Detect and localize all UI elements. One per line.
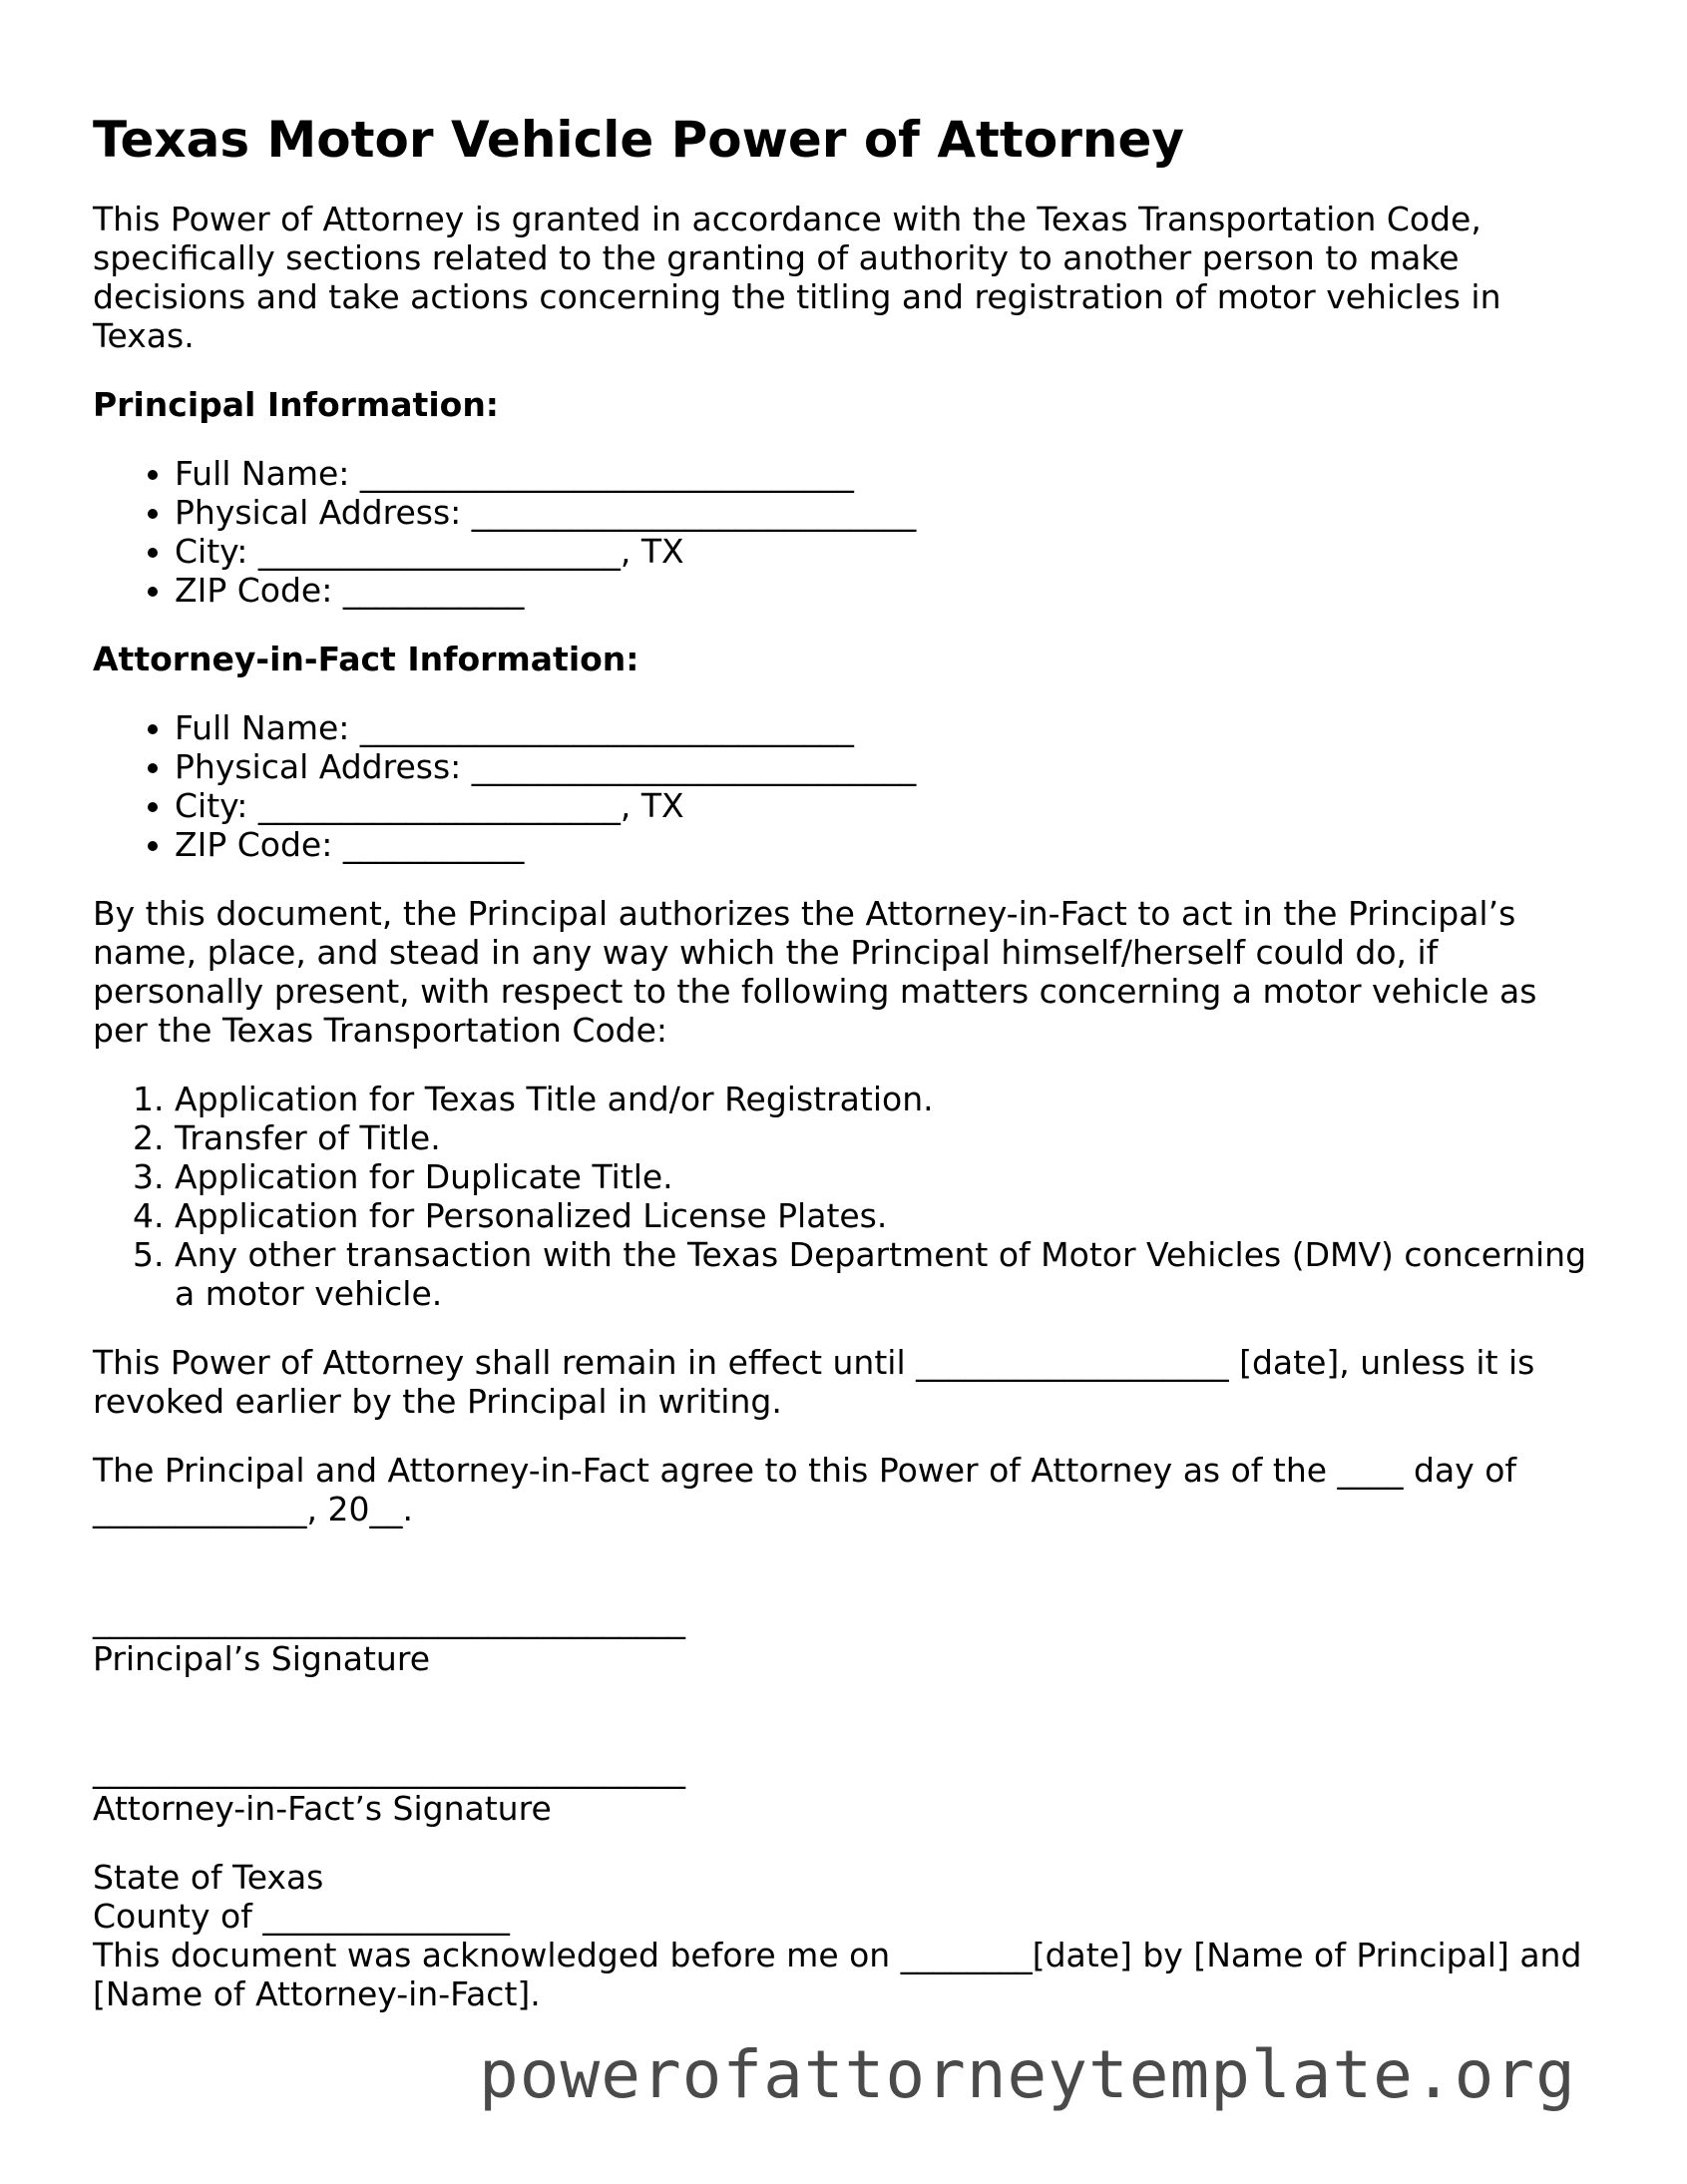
attorney-fields-list [93, 708, 1599, 864]
notary-acknowledgment: This document was acknowledged before me on ________[date] by [Name of Principal] and [Name of Attorney-in-Fact]. [93, 1936, 1582, 2013]
attorney-city-field: • City: ______________________, TX [175, 786, 1599, 825]
attorney-address-field: • Physical Address: ___________________________ [175, 747, 1599, 786]
document-page [93, 110, 1599, 2013]
site-watermark: powerofattorneytemplate.org [479, 2036, 1576, 2113]
attorney-heading: Attorney-in-Fact Information: [93, 640, 639, 678]
principal-signature-label: Principal’s Signature [93, 1639, 430, 1678]
intro-paragraph: This Power of Attorney is granted in accordance with the Texas Transportation Code, specifically sections related to the granting of authority to another person to make decisions and take actions concerning the titling and registration of motor vehicles in Texas. [93, 200, 1501, 355]
notary-county: County of _______________ [93, 1897, 510, 1936]
matter-item: 5. Any other transaction with the Texas Department of Motor Vehicles (DMV) concerning a motor vehicle. [175, 1235, 1599, 1313]
attorney-full-name-field: • Full Name: ______________________________ [175, 708, 1599, 747]
duration-paragraph: This Power of Attorney shall remain in effect until ___________________ [date], unless it is revoked earlier by the Principal in writing. [93, 1343, 1535, 1421]
attorney-signature-line: ____________________________________ [93, 1750, 685, 1789]
attorney-signature-label: Attorney-in-Fact’s Signature [93, 1789, 552, 1828]
principal-signature-line: ____________________________________ [93, 1600, 685, 1639]
signature-spacer [93, 1558, 1599, 1600]
principal-fields-list [93, 454, 1599, 610]
principal-full-name-field: • Full Name: ______________________________ [175, 454, 1599, 493]
attorney-zip-field: • ZIP Code: ___________ [175, 825, 1599, 864]
matter-item: 2. Transfer of Title. [175, 1118, 1599, 1157]
matter-item: 4. Application for Personalized License Plates. [175, 1196, 1599, 1235]
agreement-paragraph: The Principal and Attorney-in-Fact agree to this Power of Attorney as of the ____ day of _____________, 20__. [93, 1451, 1517, 1529]
matters-list [93, 1080, 1599, 1313]
matter-item: 3. Application for Duplicate Title. [175, 1157, 1599, 1196]
principal-city-field: • City: ______________________, TX [175, 532, 1599, 571]
principal-zip-field: • ZIP Code: ___________ [175, 571, 1599, 610]
page-title: Texas Motor Vehicle Power of Attorney [93, 111, 1184, 169]
notary-state: State of Texas [93, 1858, 324, 1897]
matter-item: 1. Application for Texas Title and/or Registration. [175, 1080, 1599, 1118]
principal-heading: Principal Information: [93, 385, 500, 424]
authorization-paragraph: By this document, the Principal authorizes the Attorney-in-Fact to act in the Principal’s name, place, and stead in any way which the Principal himself/herself could do, if personally present, with respect to the following matters concerning a motor vehicle as per the Texas Transportation Code: [93, 894, 1537, 1050]
notary-section [93, 1858, 1599, 2013]
principal-address-field: • Physical Address: ___________________________ [175, 493, 1599, 532]
